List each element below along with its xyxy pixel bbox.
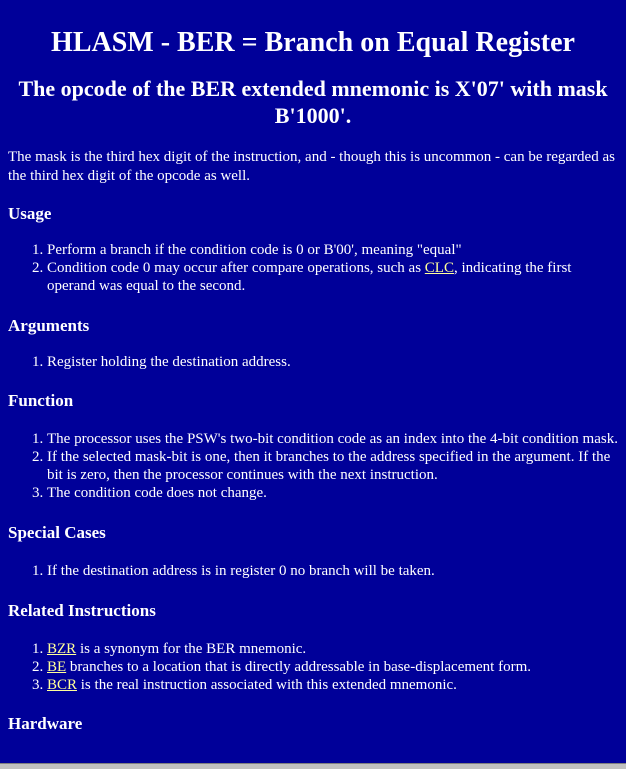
be-link[interactable]: BE [47,659,67,675]
related-item-2 [47,658,618,676]
related-instructions-list [8,640,618,694]
special-cases-heading: Special Cases [8,523,106,542]
hardware-heading: Hardware [8,714,83,733]
arguments-heading: Arguments [8,316,90,335]
usage-list [8,241,618,295]
related-item-1 [47,640,618,658]
special-cases-item-1: 1. If the destination address is in register 0 no branch will be taken. [47,562,618,580]
related-item-3-text: is the real instruction associated with this extended mnemonic. [77,677,457,693]
intro-paragraph: The mask is the third hex digit of the instruction, and - though this is uncommon - can be regarded as the third hex digit of the opcode as well. [8,149,615,184]
function-list [8,430,618,502]
usage-heading: Usage [8,204,52,223]
horizontal-scrollbar[interactable] [0,763,626,769]
arguments-list [8,353,618,371]
bzr-link[interactable]: BZR [47,641,77,657]
bcr-link[interactable]: BCR [47,677,78,693]
function-item-1: 1. The processor uses the PSW's two-bit condition code as an index into the 4-bit condition mask. [47,430,618,448]
related-instructions-heading: Related Instructions [8,601,156,620]
function-heading: Function [8,391,74,410]
clc-link[interactable]: CLC [424,260,454,276]
function-item-3: 3. The condition code does not change. [47,484,618,502]
usage-item-1: 1. Perform a branch if the condition code is 0 or B'00', meaning "equal" [47,241,618,259]
function-item-2: 2. If the selected mask-bit is one, then it branches to the address specified in the argument. If the bit is zero, then the processor continues with the next instruction. [47,448,618,484]
page-title: HLASM - BER = Branch on Equal Register [51,27,575,58]
related-item-3 [47,676,618,694]
arguments-item-1: 1. Register holding the destination address. [47,353,618,371]
usage-item-2 [47,259,618,295]
usage-item-2-text-pre: Condition code 0 may occur after compare operations, such as [47,260,425,276]
related-item-1-text: is a synonym for the BER mnemonic. [76,641,307,657]
page-subtitle: The opcode of the BER extended mnemonic is X'07' with mask B'1000'. [18,76,608,128]
special-cases-list [8,562,618,580]
usage-item-2-text-post: , indicating the first operand was equal to the second. [47,260,572,294]
related-item-2-text: branches to a location that is directly addressable in base-displacement form. [66,659,532,675]
